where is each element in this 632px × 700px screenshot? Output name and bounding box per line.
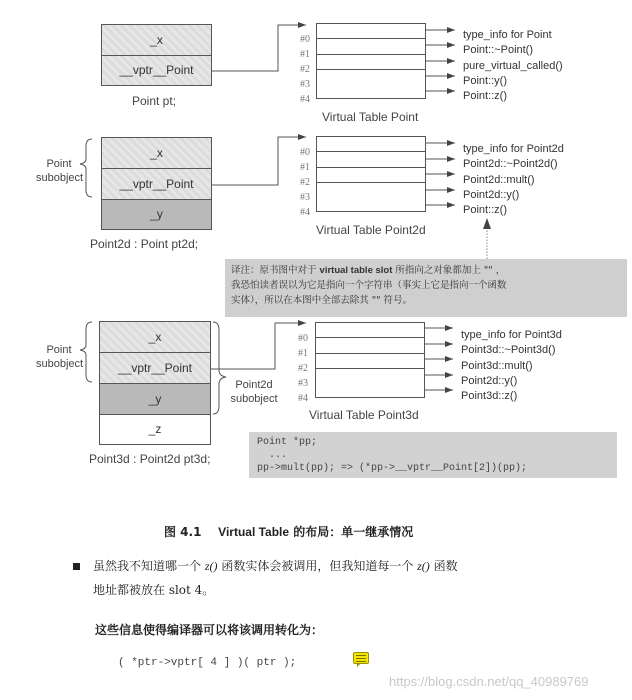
paragraph-2: 这些信息使得编译器可以将该调用转化为： xyxy=(95,623,324,637)
bullet-square xyxy=(73,563,80,570)
member-x: _x xyxy=(101,137,212,169)
slot-label: #4 xyxy=(298,393,308,404)
slot-label: #1 xyxy=(298,348,308,359)
slot-label: #0 xyxy=(298,333,308,344)
vtable-entry: Point3d::z() xyxy=(461,390,518,402)
point2d-subobject-label: Point2d subobject xyxy=(230,379,278,405)
vtable-title: Virtual Table Point2d xyxy=(316,223,426,237)
slot-label: #4 xyxy=(300,94,310,105)
vtable-entry: Point2d::mult() xyxy=(463,174,535,186)
figure-caption xyxy=(164,523,413,540)
vtable-entry: type_info for Point xyxy=(463,29,552,41)
translator-note xyxy=(225,259,627,317)
vtable-entry: Point3d::mult() xyxy=(461,360,533,372)
slot-label: #2 xyxy=(300,64,310,75)
watermark: https://blog.csdn.net/qq_40989769 xyxy=(389,674,589,689)
vtable-entry: type_info for Point3d xyxy=(461,329,562,341)
slot-label: #3 xyxy=(298,378,308,389)
comment-icon[interactable] xyxy=(353,652,369,664)
note-line-1: 译注：原书图中对于 virtual table slot 所指向之对象都加上 "" ， xyxy=(231,265,506,276)
slot-label: #3 xyxy=(300,79,310,90)
figure-title-cn: 的布局：单一继承情况 xyxy=(289,525,414,539)
point-subobject-label: Point subobject xyxy=(36,158,84,184)
vtable-title: Virtual Table Point3d xyxy=(309,408,419,422)
note-term: virtual table slot xyxy=(319,265,393,276)
vtable-entry: Point::z() xyxy=(463,90,508,102)
vtable-entry: Point3d::~Point3d() xyxy=(461,344,556,356)
slot-label: #1 xyxy=(300,49,310,60)
slot-label: #3 xyxy=(300,192,310,203)
slot-label: #0 xyxy=(300,34,310,45)
vtable-entry: Point::~Point() xyxy=(463,44,534,56)
slot-label: #2 xyxy=(298,363,308,374)
slot-label: #1 xyxy=(300,162,310,173)
member-z: _z xyxy=(99,414,211,445)
vtable-entry: Point2d::y() xyxy=(461,375,518,387)
object-caption: Point2d : Point pt2d; xyxy=(90,237,199,251)
slot-label: #0 xyxy=(300,147,310,158)
vtable-title: Virtual Table Point xyxy=(322,110,419,124)
figure-title-en: Virtual Table xyxy=(218,525,290,539)
slot-label: #4 xyxy=(300,207,310,218)
object-caption: Point pt; xyxy=(132,94,177,108)
vtable-entry: Point::z() xyxy=(463,204,508,216)
vtable-box xyxy=(316,23,426,99)
member-vptr: __vptr__Point xyxy=(99,352,211,384)
member-x: _x xyxy=(99,321,211,353)
figure-number: 图 4.1 xyxy=(164,525,202,539)
point-subobject-label: Point subobject xyxy=(36,344,84,370)
vtable-entry: pure_virtual_called() xyxy=(463,60,563,72)
note-line-3: 实体），所以在本图中全部去除其 "" 符号。 xyxy=(231,295,413,306)
code-example-box: Point *pp; ... pp->mult(pp); => (*pp->__vptr__Point[2])(pp); xyxy=(249,432,617,478)
vtable-entry: Point2d::~Point2d() xyxy=(463,158,558,170)
vtable-entry: Point::y() xyxy=(463,75,508,87)
slot-label: #2 xyxy=(300,177,310,188)
member-vptr: __vptr__Point xyxy=(101,55,212,86)
object-caption: Point3d : Point2d pt3d; xyxy=(89,452,211,466)
vtable-entry: type_info for Point2d xyxy=(463,143,564,155)
note-line-2: 我恐怕读者误以为它是指向一个字符串（事实上它是指向一个函数 xyxy=(231,280,507,291)
member-x: _x xyxy=(101,24,212,56)
member-y: _y xyxy=(99,383,211,415)
vtable-box xyxy=(316,136,426,212)
vtable-entry: Point2d::y() xyxy=(463,189,520,201)
vtable-box xyxy=(315,322,425,398)
member-y: _y xyxy=(101,199,212,230)
member-vptr: __vptr__Point xyxy=(101,168,212,200)
code-line: ( *ptr->vptr[ 4 ] )( ptr ); xyxy=(118,657,297,669)
bullet-paragraph-line-1: 虽然我不知道哪一个 z() 函数实体会被调用，但我知道每一个 z() 函数 xyxy=(93,559,458,573)
bullet-paragraph-line-2: 地址都被放在 slot 4。 xyxy=(93,583,215,597)
